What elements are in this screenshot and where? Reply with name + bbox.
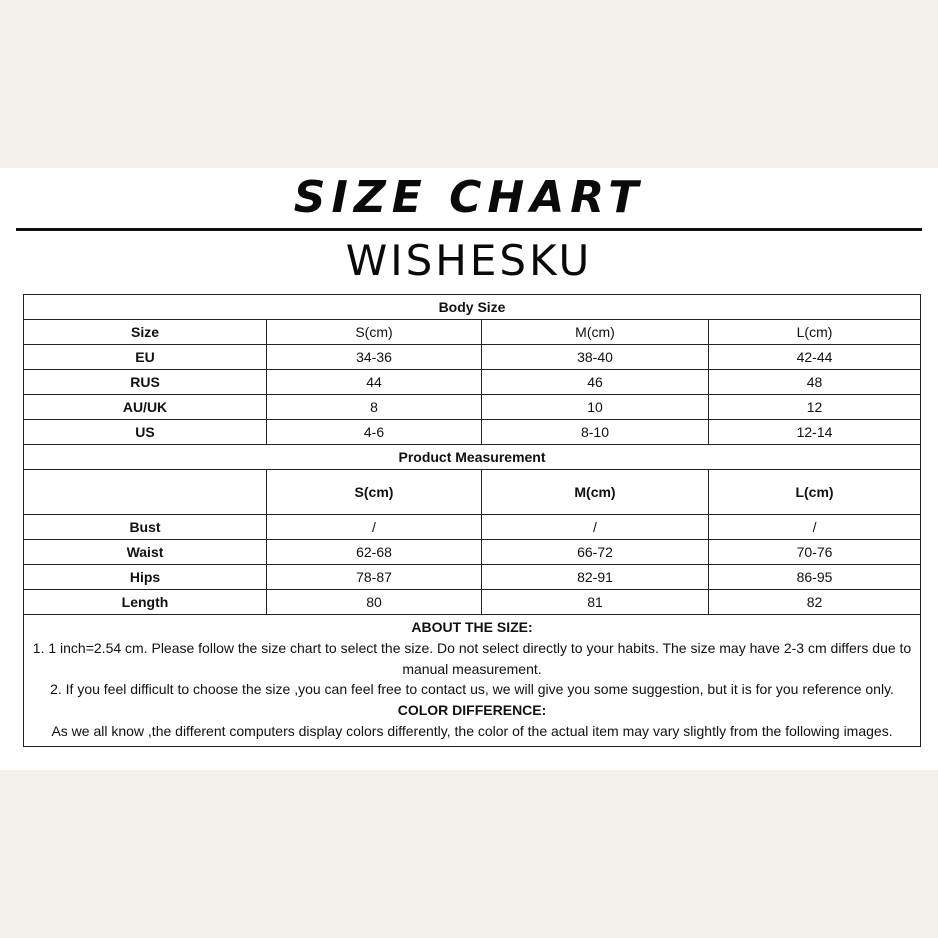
table-cell: 78-87 bbox=[267, 565, 482, 590]
table-cell: 48 bbox=[709, 370, 921, 395]
brand-name: WISHESKU bbox=[345, 236, 593, 285]
table-cell: 10 bbox=[482, 395, 709, 420]
table-cell: 66-72 bbox=[482, 540, 709, 565]
row-label: Hips bbox=[24, 565, 267, 590]
about-size-heading: ABOUT THE SIZE: bbox=[411, 619, 533, 635]
table-row bbox=[24, 420, 921, 445]
table-row bbox=[24, 565, 921, 590]
table-row bbox=[24, 590, 921, 615]
table-cell: 8 bbox=[267, 395, 482, 420]
product-measurement-heading: Product Measurement bbox=[24, 445, 921, 470]
column-header: M(cm) bbox=[482, 470, 709, 515]
table-cell: 44 bbox=[267, 370, 482, 395]
table-row bbox=[24, 345, 921, 370]
table-cell: 62-68 bbox=[267, 540, 482, 565]
note-2: 2. If you feel difficult to choose the size ,you can feel free to contact us, we will give you some suggestion, but it is for you reference only. bbox=[50, 681, 894, 698]
row-label: EU bbox=[24, 345, 267, 370]
table-row bbox=[24, 515, 921, 540]
column-header: L(cm) bbox=[709, 320, 921, 345]
row-label: Bust bbox=[24, 515, 267, 540]
table-cell: 82 bbox=[709, 590, 921, 615]
product-header-row bbox=[24, 470, 921, 515]
row-label: Waist bbox=[24, 540, 267, 565]
title-divider bbox=[16, 228, 922, 231]
color-difference-heading: COLOR DIFFERENCE: bbox=[397, 702, 547, 719]
color-difference-note: As we all know ,the different computers display colors differently, the color of the actual item may vary slightly from the following images. bbox=[51, 722, 893, 739]
size-table bbox=[23, 294, 921, 747]
table-cell: 12-14 bbox=[709, 420, 921, 445]
row-label: US bbox=[24, 420, 267, 445]
row-label: RUS bbox=[24, 370, 267, 395]
column-header bbox=[24, 470, 267, 515]
row-label: AU/UK bbox=[24, 395, 267, 420]
body-size-heading: Body Size bbox=[24, 295, 921, 320]
table-cell: 34-36 bbox=[267, 345, 482, 370]
column-header: L(cm) bbox=[709, 470, 921, 515]
table-cell: / bbox=[482, 515, 709, 540]
table-cell: / bbox=[709, 515, 921, 540]
table-cell: 46 bbox=[482, 370, 709, 395]
table-row bbox=[24, 395, 921, 420]
column-header: S(cm) bbox=[267, 470, 482, 515]
table-cell: 82-91 bbox=[482, 565, 709, 590]
table-cell: 80 bbox=[267, 590, 482, 615]
table-cell: 4-6 bbox=[267, 420, 482, 445]
row-label: Length bbox=[24, 590, 267, 615]
table-cell: 81 bbox=[482, 590, 709, 615]
table-row bbox=[24, 540, 921, 565]
table-cell: 70-76 bbox=[709, 540, 921, 565]
table-cell: 86-95 bbox=[709, 565, 921, 590]
column-header: S(cm) bbox=[267, 320, 482, 345]
size-chart-title: SIZE CHART bbox=[293, 172, 645, 223]
size-chart-sheet bbox=[0, 168, 938, 770]
table-cell: 8-10 bbox=[482, 420, 709, 445]
note-1: 1. 1 inch=2.54 cm. Please follow the size chart to select the size. Do not select directly to your habits. The size may have 2-3 cm differs due to manual measurement. bbox=[32, 639, 912, 677]
table-cell: 12 bbox=[709, 395, 921, 420]
table-row bbox=[24, 370, 921, 395]
body-size-header-row bbox=[24, 320, 921, 345]
column-header: M(cm) bbox=[482, 320, 709, 345]
table-cell: / bbox=[267, 515, 482, 540]
column-header: Size bbox=[24, 320, 267, 345]
notes-block bbox=[24, 615, 921, 747]
table-cell: 42-44 bbox=[709, 345, 921, 370]
table-cell: 38-40 bbox=[482, 345, 709, 370]
